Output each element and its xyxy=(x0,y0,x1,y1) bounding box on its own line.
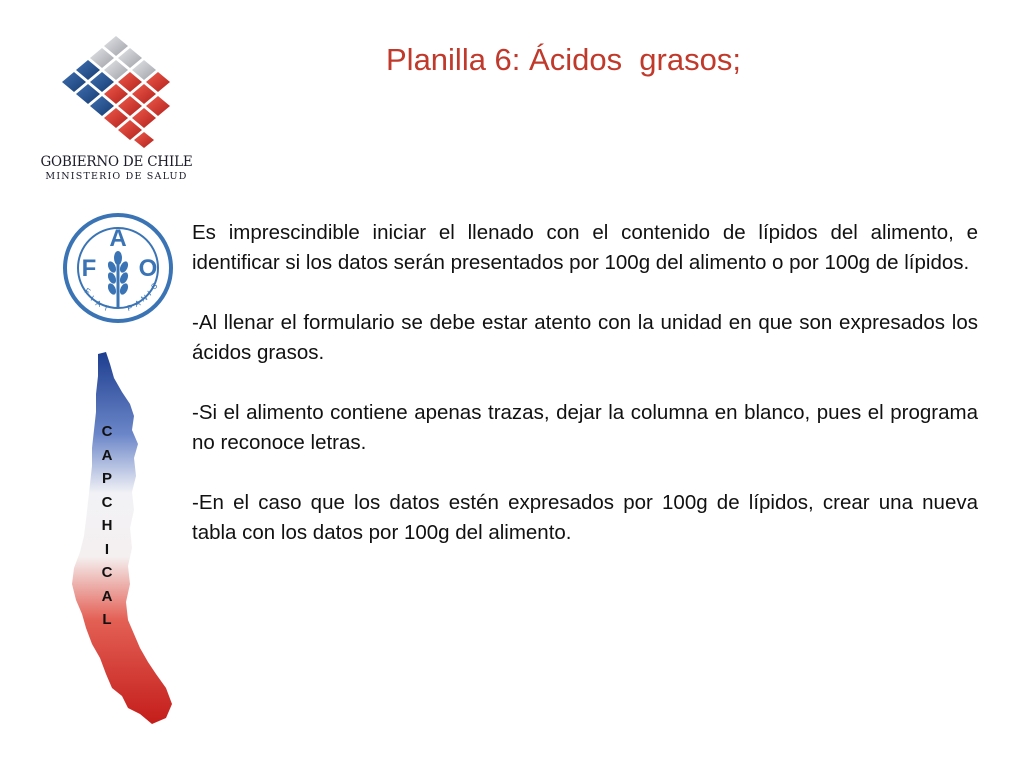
svg-text:T: T xyxy=(102,303,110,314)
capchical-letter: C xyxy=(101,564,113,581)
capchical-vertical-label xyxy=(96,420,118,632)
chile-map-graphic xyxy=(62,352,174,732)
capchical-letter: H xyxy=(101,517,113,534)
fao-logo xyxy=(62,212,174,324)
gov-ministry-name: MINISTERIO DE SALUD xyxy=(45,171,188,182)
capchical-letter: P xyxy=(101,470,112,487)
svg-text:S: S xyxy=(149,281,160,292)
svg-text:I: I xyxy=(89,293,96,303)
instruction-paragraph: Es imprescindible iniciar el llenado con el contenido de lípidos del alimento, e identificar si los datos serán presentados por 100g del alimento o por 100g de lípidos. xyxy=(192,221,978,274)
capchical-letter: A xyxy=(101,587,113,605)
capchical-letter: A xyxy=(101,446,113,464)
fao-emblem-icon xyxy=(62,212,174,324)
fao-letter-o: O xyxy=(138,255,158,282)
instructions-body xyxy=(192,218,978,578)
svg-text:I: I xyxy=(145,289,153,298)
page-title: Planilla 6: Ácidos grasos; xyxy=(386,42,741,77)
capchical-letter: C xyxy=(101,493,113,511)
chile-map-icon xyxy=(62,352,174,732)
gobierno-de-chile-logo xyxy=(34,30,199,185)
fao-letter-a: A xyxy=(109,225,127,252)
svg-text:P: P xyxy=(126,302,134,313)
instruction-paragraph: -Si el alimento contiene apenas trazas, dejar la columna en blanco, pues el programa no reconoce letras. xyxy=(192,401,978,454)
svg-text:A: A xyxy=(133,298,142,309)
fao-letter-f: F xyxy=(81,255,97,282)
instruction-paragraph: -Al llenar el formulario se debe estar atento con la unidad en que son expresados los ácidos grasos. xyxy=(192,311,978,364)
capchical-letter: L xyxy=(102,611,112,628)
svg-text:F: F xyxy=(82,286,93,297)
capchical-letter: C xyxy=(101,423,113,440)
capchical-letter: I xyxy=(104,540,110,558)
instruction-paragraph: -En el caso que los datos estén expresados por 100g de lípidos, crear una nueva tabla con los datos por 100g del alimento. xyxy=(192,491,978,544)
svg-text:A: A xyxy=(94,298,103,309)
diamond-mosaic-icon xyxy=(58,34,178,152)
gov-org-name: GOBIERNO DE CHILE xyxy=(40,154,193,170)
svg-text:N: N xyxy=(139,293,150,304)
